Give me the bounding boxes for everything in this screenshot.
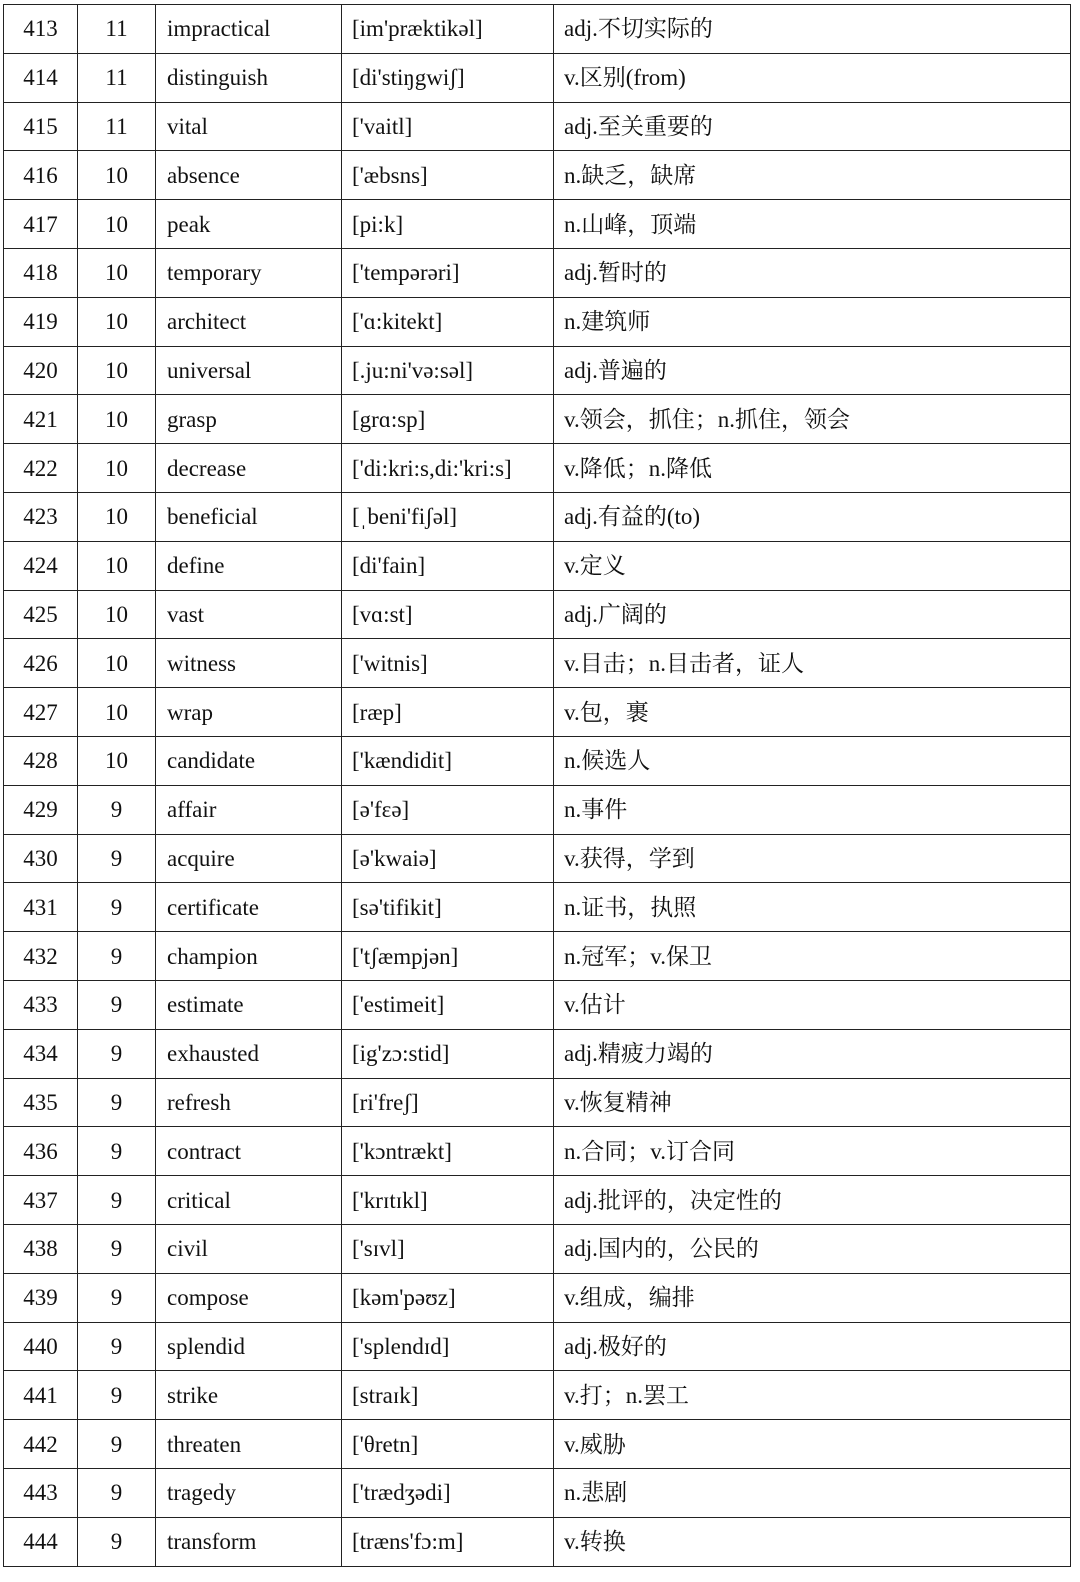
word-cell: distinguish bbox=[156, 53, 342, 102]
phonetic-cell: [træns'fɔ:m] bbox=[342, 1517, 554, 1566]
frequency-cell: 9 bbox=[78, 883, 156, 932]
word-cell: acquire bbox=[156, 834, 342, 883]
rank-cell: 437 bbox=[4, 1176, 78, 1225]
frequency-cell: 9 bbox=[78, 1224, 156, 1273]
word-cell: splendid bbox=[156, 1322, 342, 1371]
rank-cell: 415 bbox=[4, 102, 78, 151]
rank-cell: 421 bbox=[4, 395, 78, 444]
frequency-cell: 10 bbox=[78, 736, 156, 785]
frequency-cell: 9 bbox=[78, 1127, 156, 1176]
definition-cell: v.降低；n.降低 bbox=[554, 444, 1071, 493]
word-cell: temporary bbox=[156, 248, 342, 297]
phonetic-cell: ['ɑ:kitekt] bbox=[342, 297, 554, 346]
definition-cell: v.领会，抓住；n.抓住，领会 bbox=[554, 395, 1071, 444]
phonetic-cell: ['estimeit] bbox=[342, 980, 554, 1029]
definition-cell: n.山峰，顶端 bbox=[554, 200, 1071, 249]
definition-cell: n.缺乏，缺席 bbox=[554, 151, 1071, 200]
definition-cell: v.目击；n.目击者，证人 bbox=[554, 639, 1071, 688]
word-cell: impractical bbox=[156, 5, 342, 54]
definition-cell: v.定义 bbox=[554, 541, 1071, 590]
phonetic-cell: [di'stiŋgwiʃ] bbox=[342, 53, 554, 102]
phonetic-cell: ['θretn] bbox=[342, 1420, 554, 1469]
definition-cell: n.事件 bbox=[554, 785, 1071, 834]
table-row bbox=[4, 1322, 1071, 1371]
definition-cell: v.威胁 bbox=[554, 1420, 1071, 1469]
table-row bbox=[4, 53, 1071, 102]
word-cell: contract bbox=[156, 1127, 342, 1176]
rank-cell: 420 bbox=[4, 346, 78, 395]
definition-cell: v.恢复精神 bbox=[554, 1078, 1071, 1127]
frequency-cell: 9 bbox=[78, 1420, 156, 1469]
word-cell: critical bbox=[156, 1176, 342, 1225]
table-row bbox=[4, 736, 1071, 785]
table-row bbox=[4, 492, 1071, 541]
rank-cell: 427 bbox=[4, 688, 78, 737]
table-row bbox=[4, 1468, 1071, 1517]
phonetic-cell: [grɑ:sp] bbox=[342, 395, 554, 444]
rank-cell: 426 bbox=[4, 639, 78, 688]
definition-cell: n.合同；v.订合同 bbox=[554, 1127, 1071, 1176]
word-cell: witness bbox=[156, 639, 342, 688]
table-row bbox=[4, 688, 1071, 737]
rank-cell: 422 bbox=[4, 444, 78, 493]
rank-cell: 436 bbox=[4, 1127, 78, 1176]
phonetic-cell: ['krɪtɪkl] bbox=[342, 1176, 554, 1225]
definition-cell: v.转换 bbox=[554, 1517, 1071, 1566]
definition-cell: n.证书，执照 bbox=[554, 883, 1071, 932]
table-row bbox=[4, 102, 1071, 151]
frequency-cell: 9 bbox=[78, 1176, 156, 1225]
frequency-cell: 10 bbox=[78, 200, 156, 249]
word-cell: candidate bbox=[156, 736, 342, 785]
word-cell: decrease bbox=[156, 444, 342, 493]
table-row bbox=[4, 1371, 1071, 1420]
rank-cell: 413 bbox=[4, 5, 78, 54]
table-row bbox=[4, 1176, 1071, 1225]
phonetic-cell: [ˌbeni'fiʃəl] bbox=[342, 492, 554, 541]
phonetic-cell: ['di:kri:s,di:'kri:s] bbox=[342, 444, 554, 493]
table-row bbox=[4, 883, 1071, 932]
phonetic-cell: [sə'tifikit] bbox=[342, 883, 554, 932]
table-row bbox=[4, 541, 1071, 590]
phonetic-cell: ['tʃæmpjən] bbox=[342, 932, 554, 981]
table-row bbox=[4, 151, 1071, 200]
frequency-cell: 9 bbox=[78, 980, 156, 1029]
word-cell: transform bbox=[156, 1517, 342, 1566]
rank-cell: 418 bbox=[4, 248, 78, 297]
definition-cell: v.包，裹 bbox=[554, 688, 1071, 737]
rank-cell: 434 bbox=[4, 1029, 78, 1078]
frequency-cell: 10 bbox=[78, 639, 156, 688]
word-cell: vast bbox=[156, 590, 342, 639]
phonetic-cell: [pi:k] bbox=[342, 200, 554, 249]
definition-cell: n.候选人 bbox=[554, 736, 1071, 785]
vocabulary-table bbox=[3, 4, 1071, 1567]
rank-cell: 428 bbox=[4, 736, 78, 785]
rank-cell: 438 bbox=[4, 1224, 78, 1273]
frequency-cell: 9 bbox=[78, 1322, 156, 1371]
table-row bbox=[4, 1224, 1071, 1273]
definition-cell: v.打；n.罢工 bbox=[554, 1371, 1071, 1420]
phonetic-cell: [ə'kwaiə] bbox=[342, 834, 554, 883]
rank-cell: 423 bbox=[4, 492, 78, 541]
word-cell: tragedy bbox=[156, 1468, 342, 1517]
word-cell: absence bbox=[156, 151, 342, 200]
frequency-cell: 10 bbox=[78, 444, 156, 493]
table-row bbox=[4, 1517, 1071, 1566]
phonetic-cell: ['kændidit] bbox=[342, 736, 554, 785]
frequency-cell: 9 bbox=[78, 1371, 156, 1420]
definition-cell: v.获得，学到 bbox=[554, 834, 1071, 883]
word-cell: define bbox=[156, 541, 342, 590]
frequency-cell: 10 bbox=[78, 688, 156, 737]
phonetic-cell: [im'præktikəl] bbox=[342, 5, 554, 54]
rank-cell: 433 bbox=[4, 980, 78, 1029]
table-row bbox=[4, 346, 1071, 395]
table-row bbox=[4, 200, 1071, 249]
table-row bbox=[4, 1420, 1071, 1469]
phonetic-cell: [ig'zɔ:stid] bbox=[342, 1029, 554, 1078]
table-row bbox=[4, 932, 1071, 981]
rank-cell: 417 bbox=[4, 200, 78, 249]
table-row bbox=[4, 785, 1071, 834]
definition-cell: n.悲剧 bbox=[554, 1468, 1071, 1517]
word-cell: refresh bbox=[156, 1078, 342, 1127]
rank-cell: 414 bbox=[4, 53, 78, 102]
definition-cell: adj.广阔的 bbox=[554, 590, 1071, 639]
rank-cell: 431 bbox=[4, 883, 78, 932]
phonetic-cell: [ə'fɛə] bbox=[342, 785, 554, 834]
word-cell: affair bbox=[156, 785, 342, 834]
phonetic-cell: [kəm'pəʊz] bbox=[342, 1273, 554, 1322]
word-cell: vital bbox=[156, 102, 342, 151]
table-row bbox=[4, 444, 1071, 493]
frequency-cell: 9 bbox=[78, 834, 156, 883]
rank-cell: 425 bbox=[4, 590, 78, 639]
table-row bbox=[4, 1273, 1071, 1322]
phonetic-cell: [straɪk] bbox=[342, 1371, 554, 1420]
frequency-cell: 10 bbox=[78, 151, 156, 200]
phonetic-cell: ['æbsns] bbox=[342, 151, 554, 200]
frequency-cell: 9 bbox=[78, 1517, 156, 1566]
word-cell: compose bbox=[156, 1273, 342, 1322]
word-cell: estimate bbox=[156, 980, 342, 1029]
rank-cell: 440 bbox=[4, 1322, 78, 1371]
definition-cell: adj.精疲力竭的 bbox=[554, 1029, 1071, 1078]
table-row bbox=[4, 1029, 1071, 1078]
frequency-cell: 10 bbox=[78, 248, 156, 297]
definition-cell: v.组成，编排 bbox=[554, 1273, 1071, 1322]
rank-cell: 430 bbox=[4, 834, 78, 883]
definition-cell: adj.批评的，决定性的 bbox=[554, 1176, 1071, 1225]
frequency-cell: 10 bbox=[78, 541, 156, 590]
phonetic-cell: ['trædʒədi] bbox=[342, 1468, 554, 1517]
rank-cell: 443 bbox=[4, 1468, 78, 1517]
definition-cell: adj.极好的 bbox=[554, 1322, 1071, 1371]
word-cell: architect bbox=[156, 297, 342, 346]
rank-cell: 435 bbox=[4, 1078, 78, 1127]
rank-cell: 441 bbox=[4, 1371, 78, 1420]
rank-cell: 444 bbox=[4, 1517, 78, 1566]
frequency-cell: 11 bbox=[78, 53, 156, 102]
definition-cell: adj.普遍的 bbox=[554, 346, 1071, 395]
word-cell: grasp bbox=[156, 395, 342, 444]
definition-cell: adj.不切实际的 bbox=[554, 5, 1071, 54]
word-cell: peak bbox=[156, 200, 342, 249]
frequency-cell: 9 bbox=[78, 1273, 156, 1322]
table-row bbox=[4, 395, 1071, 444]
definition-cell: adj.暂时的 bbox=[554, 248, 1071, 297]
phonetic-cell: [.ju:ni'və:səl] bbox=[342, 346, 554, 395]
definition-cell: v.估计 bbox=[554, 980, 1071, 1029]
table-row bbox=[4, 1127, 1071, 1176]
definition-cell: n.冠军；v.保卫 bbox=[554, 932, 1071, 981]
word-cell: certificate bbox=[156, 883, 342, 932]
phonetic-cell: ['tempərəri] bbox=[342, 248, 554, 297]
frequency-cell: 9 bbox=[78, 1029, 156, 1078]
word-cell: beneficial bbox=[156, 492, 342, 541]
frequency-cell: 11 bbox=[78, 102, 156, 151]
phonetic-cell: ['splendɪd] bbox=[342, 1322, 554, 1371]
word-cell: exhausted bbox=[156, 1029, 342, 1078]
phonetic-cell: ['vaitl] bbox=[342, 102, 554, 151]
table-row bbox=[4, 248, 1071, 297]
phonetic-cell: ['sɪvl] bbox=[342, 1224, 554, 1273]
phonetic-cell: [ri'freʃ] bbox=[342, 1078, 554, 1127]
frequency-cell: 10 bbox=[78, 346, 156, 395]
rank-cell: 429 bbox=[4, 785, 78, 834]
table-row bbox=[4, 297, 1071, 346]
definition-cell: v.区别(from) bbox=[554, 53, 1071, 102]
rank-cell: 416 bbox=[4, 151, 78, 200]
frequency-cell: 10 bbox=[78, 492, 156, 541]
table-row bbox=[4, 590, 1071, 639]
frequency-cell: 11 bbox=[78, 5, 156, 54]
frequency-cell: 10 bbox=[78, 395, 156, 444]
definition-cell: adj.国内的，公民的 bbox=[554, 1224, 1071, 1273]
table-row bbox=[4, 834, 1071, 883]
word-cell: wrap bbox=[156, 688, 342, 737]
phonetic-cell: [vɑ:st] bbox=[342, 590, 554, 639]
definition-cell: adj.有益的(to) bbox=[554, 492, 1071, 541]
rank-cell: 439 bbox=[4, 1273, 78, 1322]
frequency-cell: 9 bbox=[78, 932, 156, 981]
phonetic-cell: ['kɔntrækt] bbox=[342, 1127, 554, 1176]
definition-cell: adj.至关重要的 bbox=[554, 102, 1071, 151]
word-cell: threaten bbox=[156, 1420, 342, 1469]
table-row bbox=[4, 639, 1071, 688]
rank-cell: 432 bbox=[4, 932, 78, 981]
rank-cell: 442 bbox=[4, 1420, 78, 1469]
word-cell: strike bbox=[156, 1371, 342, 1420]
table-row bbox=[4, 980, 1071, 1029]
phonetic-cell: [ræp] bbox=[342, 688, 554, 737]
frequency-cell: 9 bbox=[78, 1468, 156, 1517]
rank-cell: 424 bbox=[4, 541, 78, 590]
table-row bbox=[4, 1078, 1071, 1127]
definition-cell: n.建筑师 bbox=[554, 297, 1071, 346]
frequency-cell: 10 bbox=[78, 590, 156, 639]
word-cell: civil bbox=[156, 1224, 342, 1273]
table-row bbox=[4, 5, 1071, 54]
rank-cell: 419 bbox=[4, 297, 78, 346]
phonetic-cell: [di'fain] bbox=[342, 541, 554, 590]
frequency-cell: 10 bbox=[78, 297, 156, 346]
word-cell: universal bbox=[156, 346, 342, 395]
frequency-cell: 9 bbox=[78, 1078, 156, 1127]
word-cell: champion bbox=[156, 932, 342, 981]
frequency-cell: 9 bbox=[78, 785, 156, 834]
vocabulary-table-body bbox=[4, 5, 1071, 1567]
phonetic-cell: ['witnis] bbox=[342, 639, 554, 688]
